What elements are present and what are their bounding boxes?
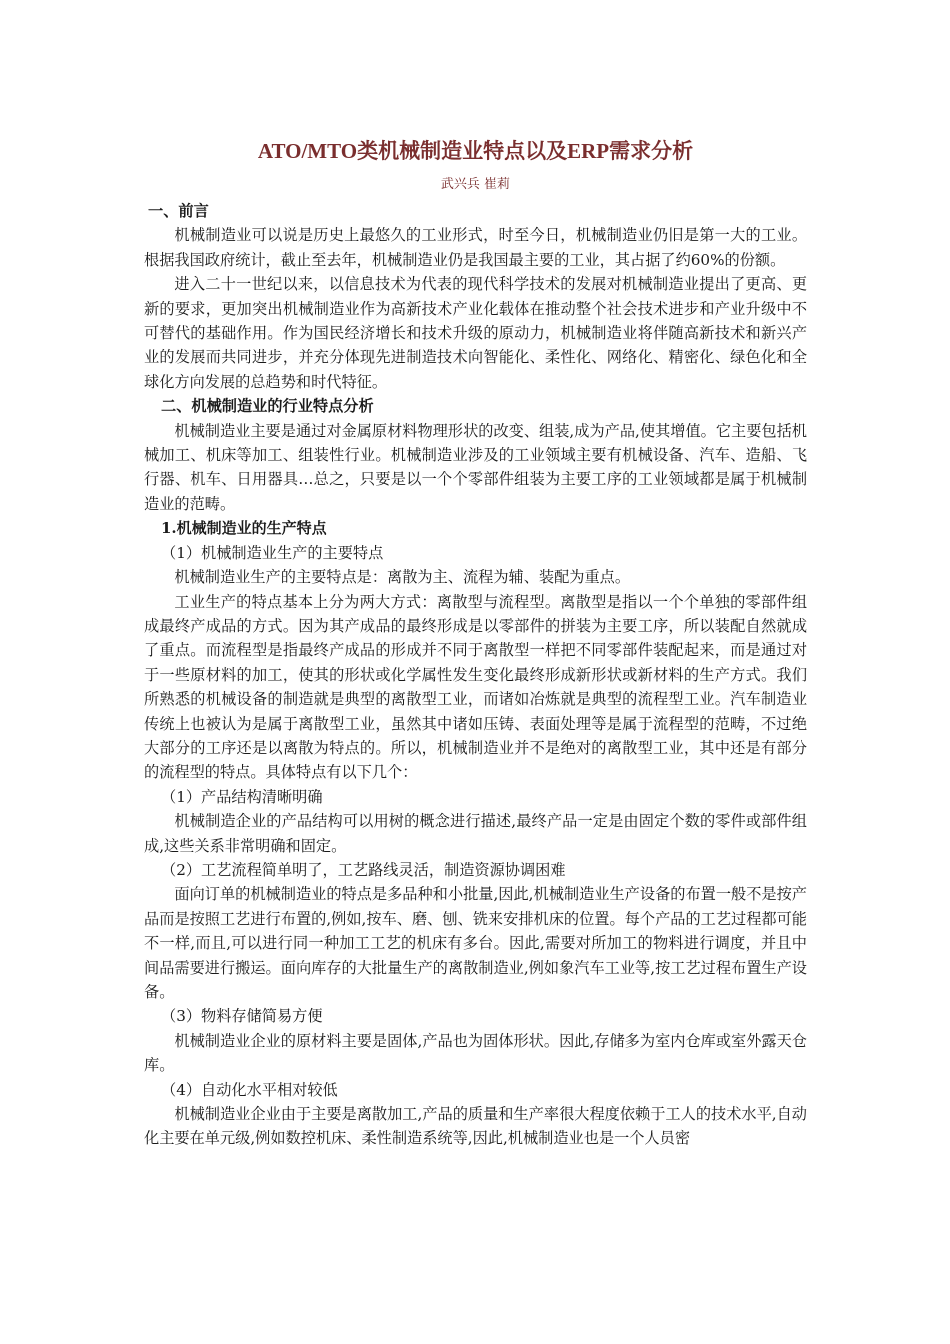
paragraph: 面向订单的机械制造业的特点是多品种和小批量,因此,机械制造业生产设备的布置一般不是按产品而是按照工艺进行布置的,例如,按车、磨、刨、铣来安排机床的位置。每个产品的工艺过程都可能不一样,而且,可以进行同一种加工工艺的机床有多台。因此,需要对所加工的物料进行调度，并且中间品需要进行搬运。面向库存的大批量生产的离散制造业,例如象汽车工业等,按工艺过程布置生产设备。 <box>144 885 807 1001</box>
subsection-heading: 1.机械制造业的生产特点 <box>161 519 327 538</box>
paragraph: 机械制造业企业的原材料主要是固体,产品也为固体形状。因此,存储多为室内仓库或室外露天仓库。 <box>144 1031 807 1075</box>
document-body <box>144 199 807 1151</box>
item-heading: （4）自动化水平相对较低 <box>161 1080 338 1099</box>
paragraph: 机械制造企业的产品结构可以用树的概念进行描述,最终产品一定是由固定个数的零件或部件组成,这些关系非常明确和固定。 <box>144 812 807 855</box>
paragraph: 机械制造业可以说是历史上最悠久的工业形式，时至今日，机械制造业仍旧是第一大的工业。根据我国政府统计，截止至去年，机械制造业仍是我国最主要的工业，其占据了约60%的份额。 <box>144 226 807 269</box>
document-content <box>144 136 807 1151</box>
paragraph: 机械制造业企业由于主要是离散加工,产品的质量和生产率很大程度依赖于工人的技术水平,自动化主要在单元级,例如数控机床、柔性制造系统等,因此,机械制造业也是一个人员密 <box>144 1105 807 1148</box>
item-heading: （1）产品结构清晰明确 <box>161 787 323 806</box>
paragraph: 进入二十一世纪以来，以信息技术为代表的现代科学技术的发展对机械制造业提出了更高、更新的要求，更加突出机械制造业作为高新技术产业化载体在推动整个社会技术进步和产业升级中不可替代的基础作用。作为国民经济增长和技术升级的原动力，机械制造业将伴随高新技术和新兴产业的发展而共同进步，并充分体现先进制造技术向智能化、柔性化、网络化、精密化、绿色化和全球化方向发展的总趋势和时代特征。 <box>144 275 807 391</box>
document-authors: 武兴兵 崔莉 <box>440 177 511 192</box>
paragraph: 机械制造业主要是通过对金属原材料物理形状的改变、组装,成为产品,使其增值。它主要包括机械加工、机床等加工、组装性行业。机械制造业涉及的工业领域主要有机械设备、汽车、造船、飞行器、机车、日用器具…总之，只要是以一个个零部件组装为主要工序的工业领域都是属于机械制造业的范畴。 <box>144 421 807 513</box>
section-heading: 二、机械制造业的行业特点分析 <box>161 397 374 416</box>
paragraph: 工业生产的特点基本上分为两大方式：离散型与流程型。离散型是指以一个个单独的零部件组成最终产成品的方式。因为其产成品的最终形成是以零部件的拼装为主要工序，所以装配自然就成了重点。而流程型是指最终产成品的形成并不同于离散型一样把不同零部件装配起来，而是通过对于一些原材料的加工，使其的形状或化学属性发生变化最终形成新形状或新材料的生产方式。我们所熟悉的机械设备的制造就是典型的离散型工业，而诸如冶炼就是典型的流程型工业。汽车制造业传统上也被认为是属于离散型工业，虽然其中诸如压铸、表面处理等是属于流程型的范畴，不过绝大部分的工序还是以离散为特点的。所以，机械制造业并不是绝对的离散型工业，其中还是有部分的流程型的特点。具体特点有以下几个： <box>144 592 807 782</box>
document-title: ATO/MTO类机械制造业特点以及ERP需求分析 <box>257 139 694 163</box>
item-heading: （1）机械制造业生产的主要特点 <box>161 543 384 562</box>
item-heading: （3）物料存储简易方便 <box>161 1007 323 1026</box>
paragraph: 机械制造业生产的主要特点是：离散为主、流程为辅、装配为重点。 <box>174 568 631 587</box>
section-heading: 一、前言 <box>148 202 209 220</box>
item-heading: （2）工艺流程简单明了，工艺路线灵活，制造资源协调困难 <box>161 860 566 879</box>
